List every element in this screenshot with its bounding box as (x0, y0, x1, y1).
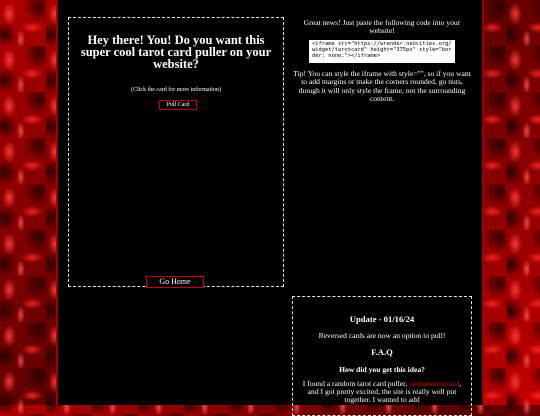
update-text: Reversed cards are now an option to pull! (318, 331, 446, 340)
faq-heading: F.A.Q (371, 347, 393, 357)
embed-code-box[interactable]: <iframe src="https://wrender.neocities.org/widget/tarotcard" height="375px" style="border: none;"></iframe> (309, 40, 455, 63)
widget-heading: Hey there! You! Do you want this super cool tarot card puller on your website? (80, 33, 272, 71)
embed-news-text: Great news! Just paste the following code into your website! (303, 18, 461, 36)
go-home-button[interactable]: Go Home (146, 276, 204, 288)
embed-tip-text: Tip! You can style the iframe with style="", so if you want to add margins or make the corners rounded, go nuts, though it will only style the frame, not the surrounding content. (293, 68, 471, 104)
random-tarot-card-link[interactable]: randomtarotcard (409, 379, 460, 388)
faq-answer (301, 380, 463, 404)
faq-question: How did you get this idea? (339, 365, 425, 374)
embed-instructions (290, 19, 474, 103)
update-title: Update - 01/16/24 (349, 314, 415, 324)
pull-card-button[interactable]: Pull Card (159, 100, 197, 110)
card-info-hint: (Click the card for more information) (131, 87, 221, 93)
tarot-widget-frame (68, 17, 284, 287)
faq-answer-start: I found a random tarot card puller, (302, 379, 408, 388)
update-faq-box (292, 296, 472, 416)
faq-answer-end: , and I got pretty excited, the site is really well put together. I wanted to add (307, 379, 462, 404)
